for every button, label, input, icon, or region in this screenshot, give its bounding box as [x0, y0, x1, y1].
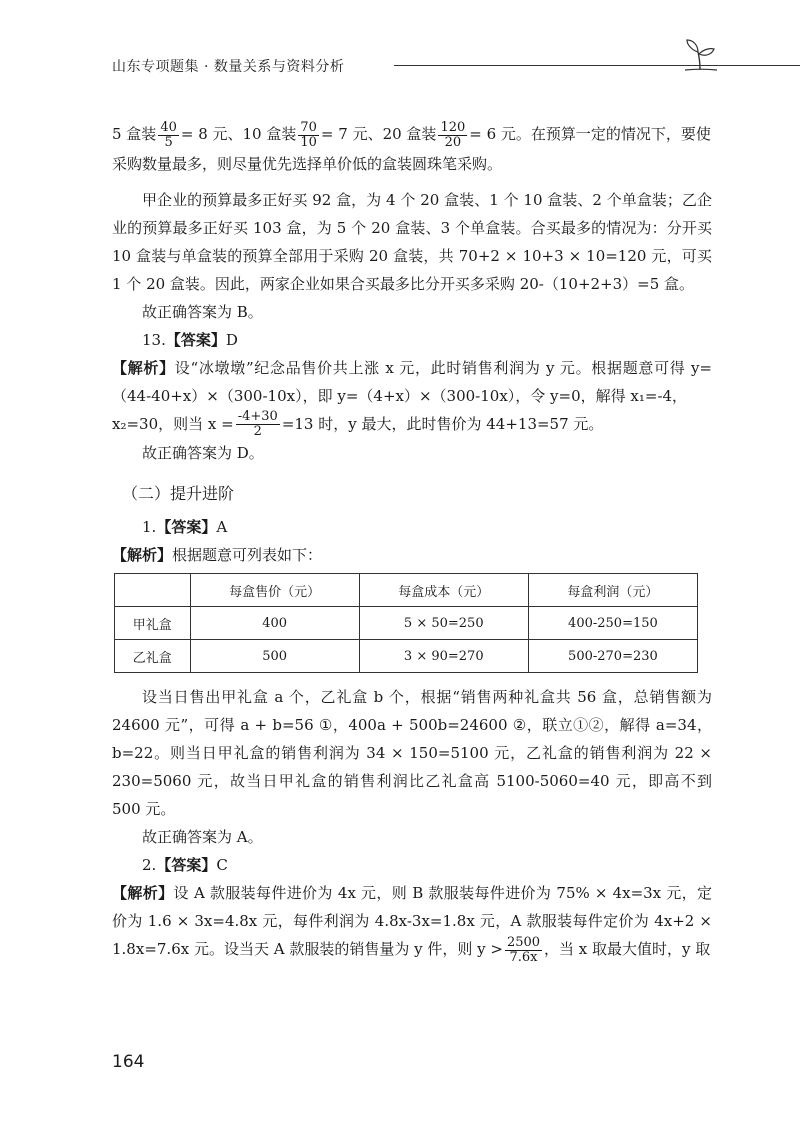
header-rule: [394, 65, 800, 66]
paragraph: 采购数量最多，则尽量优先选择单价低的盒装圆珠笔采购。: [112, 154, 503, 173]
question-2-answer: 2.【答案】C: [142, 856, 228, 874]
page-body: [112, 120, 712, 965]
table-cell: 500-270=230: [528, 640, 697, 673]
section-title: （二）提升进阶: [122, 484, 235, 503]
table-cell: 400: [190, 607, 359, 640]
question-2-analysis: 【解析】设 A 款服装每件进价为 4x 元，则 B 款服装每件进价为 75% × 4x=3x 元，定价为 1.6 × 3x=4.8x 元，每件利润为 4.8x-3x=1.8x 元，A 款服装每件定价为 4x+2 × 1.8x=7.6x 元。设当天 A 款服装的销售量为 y 件，则 y > $\frac{2500}{7.6x}$ ，当 x 取最大值时，y 取: [112, 884, 712, 965]
table-cell: 400-250=150: [528, 607, 697, 640]
fraction: $\frac{70}{10}$: [300, 119, 317, 150]
table-cell: 3 × 90=270: [359, 640, 528, 673]
question-1-analysis: 【解析】根据题意可列表如下：: [112, 546, 323, 564]
table-cell: 甲礼盒: [115, 607, 191, 640]
table-header-row: [115, 574, 698, 607]
fraction: $\frac{-4+30}{2}$: [237, 409, 278, 439]
sprout-icon: [683, 36, 717, 72]
question-13-analysis: 【解析】设“冰墩墩”纪念品售价共上涨 x 元，此时销售利润为 y 元。根据题意可得 y=（44-40+x）×（300-10x），即 y=（4+x）×（300-10x），令 y=0，解得 x₁=-4，: [112, 358, 712, 405]
paragraph: 甲企业的预算最多正好买 92 盒，为 4 个 20 盒装、1 个 10 盒装、2 个单盒装；乙企业的预算最多正好买 103 盒，为 5 个 20 盒装、3 个单盒装。合买最多的情况为：分开买 10 盒装与单盒装的预算全部用于采购 20 盒装，共 70+2 × 10+3 × 10=120 元，可买 1 个 20 盒装。因此，两家企业如果合买最多比分开买多采购 20-（10+2+3）=5 盒。: [112, 190, 712, 293]
fraction: $\frac{40}{5}$: [160, 119, 177, 150]
table-cell: 500: [190, 640, 359, 673]
running-header: [112, 48, 722, 75]
price-comparison-line: 5 盒装 $\frac{40}{5}$ = 8 元、10 盒装 $\frac{70}{10}$ = 7 元、20 盒装 $\frac{120}{20}$ = 6 元。在预算一定的情况下，要使: [112, 119, 711, 150]
question-1-answer: 1.【答案】A: [142, 518, 228, 536]
table-header-cell: [115, 574, 191, 607]
fraction: $\frac{120}{20}$: [440, 119, 466, 150]
table-header-cell: 每盒成本（元）: [359, 574, 528, 607]
table-row: [115, 640, 698, 673]
table-cell: 乙礼盒: [115, 640, 191, 673]
book-title: 山东专项题集 · 数量关系与资料分析: [112, 59, 345, 75]
table-cell: 5 × 50=250: [359, 607, 528, 640]
question-13-answer: 13.【答案】D: [142, 330, 238, 349]
page-number: 164: [112, 1052, 145, 1072]
answer-line: 故正确答案为 A。: [142, 828, 263, 846]
answer-line: 故正确答案为 B。: [142, 302, 263, 321]
table-header-cell: 每盒利润（元）: [528, 574, 697, 607]
answer-line: 故正确答案为 D。: [142, 444, 264, 462]
fraction: $\frac{2500}{7.6x}$: [506, 934, 541, 965]
gift-box-table: [114, 573, 698, 673]
paragraph: 设当日售出甲礼盒 a 个，乙礼盒 b 个，根据“销售两种礼盒共 56 盒，总销售额为 24600 元”，可得 a + b=56 ①，400a + 500b=24600 ②，联立①②，解得 a=34，b=22。则当日甲礼盒的销售利润为 34 × 150=5100 元，乙礼盒的销售利润为 22 × 230=5060 元，故当日甲礼盒的销售利润比乙礼盒高 5100-5060=40 元，即高不到 500 元。: [112, 688, 712, 818]
table-header-cell: 每盒售价（元）: [190, 574, 359, 607]
table-row: [115, 607, 698, 640]
question-13-formula: x₂=30，则当 x = $\frac{-4+30}{2}$ =13 时，y 最大，此时售价为 44+13=57 元。: [112, 409, 604, 439]
